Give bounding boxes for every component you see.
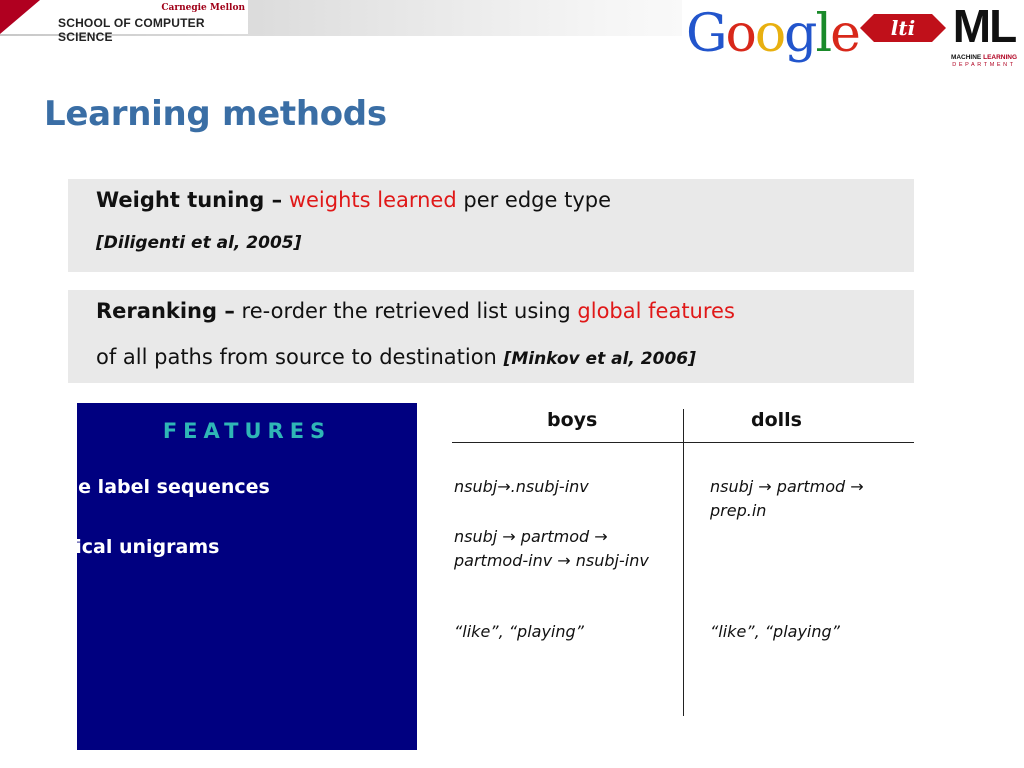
feature-label: Lexical unigrams	[38, 536, 220, 558]
features-title: FEATURES	[162, 419, 332, 443]
column-header-dolls: dolls	[751, 409, 802, 431]
feature-item	[20, 596, 57, 618]
google-logo-letter: G	[686, 4, 726, 64]
feature-item	[20, 536, 219, 558]
table-cell-dolls: “like”, “playing”	[710, 622, 840, 641]
checkbox-bullet-icon	[20, 482, 30, 492]
ml-department-logo	[946, 0, 1022, 72]
ml-logo-word-learning: LEARNING	[983, 54, 1018, 61]
ml-logo-word-machine: MACHINE	[950, 54, 982, 61]
features-panel	[77, 403, 417, 750]
reranking-box	[68, 290, 914, 383]
weight-tuning-rest: per edge type	[463, 188, 612, 212]
google-logo-letter: g	[784, 4, 816, 64]
weight-tuning-highlight: weights learned	[288, 188, 457, 212]
weight-tuning-citation: [Diligenti et al, 2005]	[96, 233, 302, 253]
reranking-citation: [Minkov et al, 2006]	[503, 349, 696, 369]
feature-label: Edge label sequences	[38, 476, 270, 498]
reranking-lead: Reranking –	[96, 299, 235, 323]
reranking-text: re-order the retrieved list using	[241, 299, 571, 323]
school-name: SCHOOL OF COMPUTER SCIENCE	[58, 16, 205, 44]
ml-logo-letters: ML	[952, 0, 1016, 52]
lti-logo	[860, 10, 946, 46]
checkbox-bullet-icon	[20, 542, 30, 552]
slide-title: Learning methods	[44, 94, 387, 134]
google-logo-letter: o	[754, 4, 785, 64]
table-cell-boys: nsubj → partmod → partmod-inv → nsubj-inv	[454, 527, 649, 570]
partner-logos	[682, 0, 1024, 72]
reranking-line2-text: of all paths from source to destination	[96, 345, 497, 369]
table-cell-boys: “like”, “playing”	[454, 622, 584, 641]
reranking-line1	[96, 299, 735, 323]
cmu-red-corner	[0, 0, 40, 34]
reranking-highlight: global features	[577, 299, 735, 323]
ml-logo-line2: DEPARTMENT	[952, 62, 1016, 68]
google-logo	[686, 2, 859, 66]
reranking-line2	[96, 345, 696, 369]
column-header-boys: boys	[547, 409, 598, 431]
google-logo-letter: o	[725, 4, 755, 64]
table-cell-dolls: nsubj → partmod → prep.in	[710, 477, 864, 520]
ml-logo-line1	[946, 54, 1022, 61]
weight-tuning-lead: Weight tuning –	[96, 188, 283, 212]
google-logo-letter: l	[815, 4, 831, 64]
table-cell-boys: nsubj→.nsubj-inv	[454, 477, 589, 496]
lti-logo-text: lti	[890, 16, 916, 40]
feature-item	[20, 476, 270, 498]
cmu-name: Carnegie Mellon	[161, 3, 245, 13]
weight-tuning-box	[68, 179, 914, 272]
google-logo-letter: e	[830, 4, 859, 64]
checkbox-bullet-icon	[20, 602, 30, 612]
feature-label: …	[38, 596, 57, 618]
table-column-divider	[683, 409, 684, 716]
weight-tuning-line	[96, 188, 611, 212]
cmu-logo	[0, 0, 248, 44]
